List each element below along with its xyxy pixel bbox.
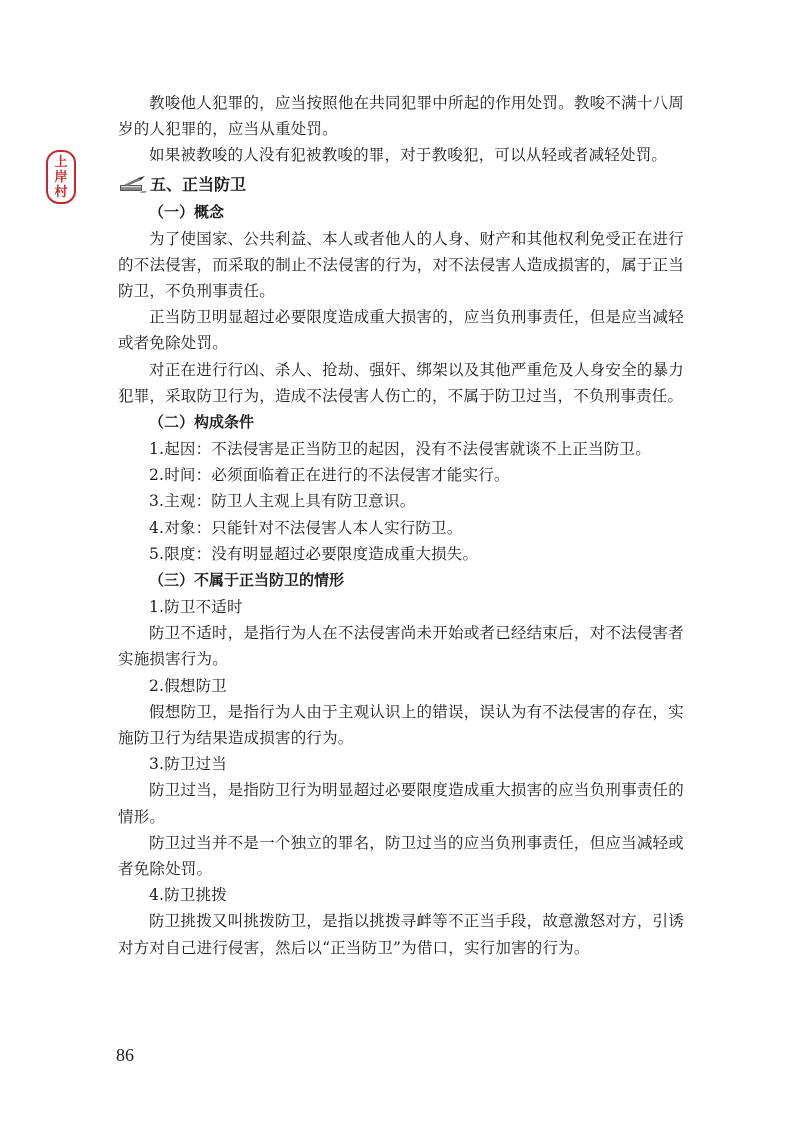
paragraph: 正当防卫明显超过必要限度造成重大损害的，应当负刑事责任，但是应当减轻或者免除处罚。 [118,308,684,353]
item-title: 3.防卫过当 [149,755,227,774]
paragraph: 防卫挑拨又叫挑拨防卫，是指以挑拨寻衅等不正当手段，故意激怒对方，引诱对方对自己进行侵害，然后以“正当防卫”为借口，实行加害的行为。 [118,912,684,957]
paragraph: 对正在进行行凶、杀人、抢劫、强奸、绑架以及其他严重危及人身安全的暴力犯罪，采取防卫行为，造成不法侵害人伤亡的，不属于防卫过当，不负刑事责任。 [118,360,684,405]
list-item: 2.时间：必须面临着正在进行的不法侵害才能实行。 [149,466,510,485]
paragraph: 为了使国家、公共利益、本人或者他人的人身、财产和其他权利免受正在进行的不法侵害，而采取的制止不法侵害的行为，对不法侵害人造成损害的，属于正当防卫，不负刑事责任。 [118,229,684,301]
list-item: 3.主观：防卫人主观上具有防卫意识。 [149,492,416,511]
seal-char-3: 村 [54,184,68,200]
page-content [118,90,684,961]
page-number: 86 [116,1045,134,1065]
list-item: 4.对象：只能针对不法侵害人本人实行防卫。 [149,518,463,537]
publisher-seal-logo [46,150,76,204]
subheading-exclusions: （三）不属于正当防卫的情形 [149,571,345,590]
paragraph: 假想防卫，是指行为人由于主观认识上的错误，误认为有不法侵害的存在，实施防卫行为结果造成损害的行为。 [118,702,684,748]
paragraph: 防卫过当并不是一个独立的罪名，防卫过当的应当负刑事责任，但应当减轻或者免除处罚。 [118,833,684,879]
section-heading [118,171,684,199]
paragraph: 防卫不适时，是指行为人在不法侵害尚未开始或者已经结束后，对不法侵害者实施损害行为。 [118,624,684,669]
pen-book-icon [118,176,148,194]
seal-char-2: 岸 [54,169,68,185]
item-title: 1.防卫不适时 [149,598,243,617]
list-item: 5.限度：没有明显超过必要限度造成重大损失。 [149,544,479,563]
item-title: 2.假想防卫 [149,676,227,695]
item-title: 4.防卫挑拨 [149,886,227,905]
paragraph: 教唆他人犯罪的，应当按照他在共同犯罪中所起的作用处罚。教唆不满十八周岁的人犯罪的，应当从重处罚。 [118,94,684,139]
subheading-concept: （一）概念 [149,202,225,221]
list-item: 1.起因：不法侵害是正当防卫的起因，没有不法侵害就谈不上正当防卫。 [149,440,651,459]
paragraph: 如果被教唆的人没有犯被教唆的罪，对于教唆犯，可以从轻或者减轻处罚。 [149,146,668,165]
seal-char-1: 上 [54,154,68,170]
paragraph: 防卫过当，是指防卫行为明显超过必要限度造成重大损害的应当负刑事责任的情形。 [118,781,684,826]
subheading-conditions: （二）构成条件 [149,413,255,432]
section-title: 五、正当防卫 [150,174,247,194]
